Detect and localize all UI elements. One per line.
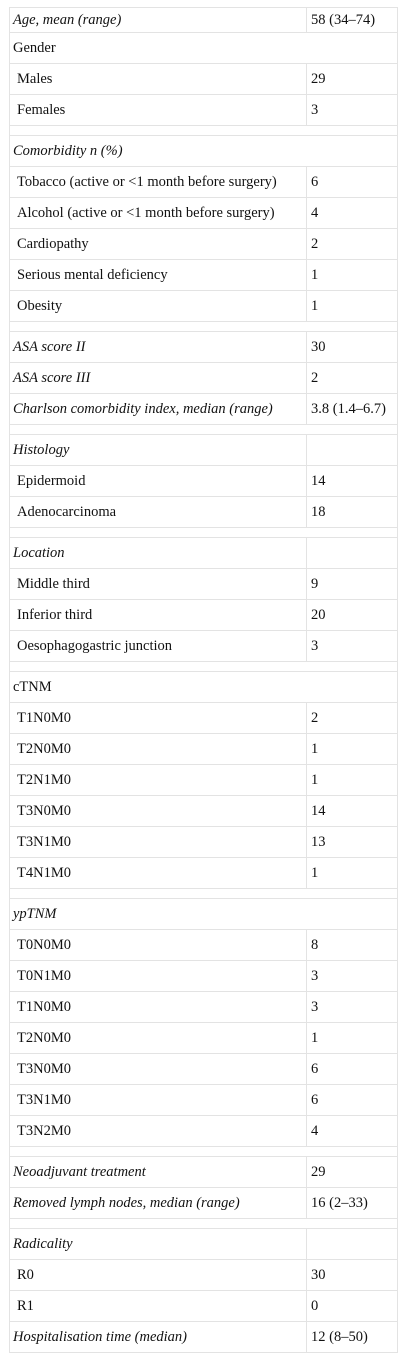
table-row [10, 95, 398, 126]
table-row [10, 538, 398, 569]
row-label: T3N1M0 [10, 827, 307, 858]
row-value [307, 538, 398, 569]
row-label: R1 [10, 1291, 307, 1322]
table-row [10, 291, 398, 322]
table-row [10, 1229, 398, 1260]
patient-characteristics-table [9, 7, 398, 1353]
spacer-cell [10, 1219, 398, 1229]
table-row [10, 64, 398, 95]
row-label: Removed lymph nodes, median (range) [10, 1188, 307, 1219]
table-row [10, 765, 398, 796]
table-row [10, 858, 398, 889]
row-value: 3 [307, 992, 398, 1023]
spacer-cell [10, 662, 398, 672]
table-row [10, 1260, 398, 1291]
row-label: Hospitalisation time (median) [10, 1322, 307, 1353]
row-value: 2 [307, 703, 398, 734]
table-row [10, 198, 398, 229]
spacer-row [10, 662, 398, 672]
row-label: Alcohol (active or <1 month before surgery) [10, 198, 307, 229]
group-header-row [10, 672, 398, 703]
row-label: Serious mental deficiency [10, 260, 307, 291]
spacer-cell [10, 425, 398, 435]
table-row [10, 363, 398, 394]
row-label: T3N0M0 [10, 796, 307, 827]
spacer-row [10, 1147, 398, 1157]
group-header-label: ypTNM [10, 899, 398, 930]
row-value [307, 435, 398, 466]
table-row [10, 497, 398, 528]
spacer-row [10, 528, 398, 538]
group-header-label: Gender [10, 33, 398, 64]
spacer-cell [10, 528, 398, 538]
row-value: 14 [307, 466, 398, 497]
spacer-cell [10, 1147, 398, 1157]
row-value: 2 [307, 229, 398, 260]
row-label: R0 [10, 1260, 307, 1291]
spacer-row [10, 126, 398, 136]
row-value: 3.8 (1.4–6.7) [307, 394, 398, 425]
row-value: 6 [307, 1054, 398, 1085]
row-label: Epidermoid [10, 466, 307, 497]
table-row [10, 1291, 398, 1322]
row-value: 4 [307, 198, 398, 229]
row-label: Females [10, 95, 307, 126]
row-label: T2N0M0 [10, 1023, 307, 1054]
table-row [10, 435, 398, 466]
row-value: 29 [307, 1157, 398, 1188]
row-label: T0N1M0 [10, 961, 307, 992]
table-row [10, 1054, 398, 1085]
row-value: 30 [307, 332, 398, 363]
row-label: T4N1M0 [10, 858, 307, 889]
row-value: 16 (2–33) [307, 1188, 398, 1219]
row-label: Cardiopathy [10, 229, 307, 260]
spacer-row [10, 889, 398, 899]
table-row [10, 961, 398, 992]
table-row [10, 8, 398, 33]
row-label: T2N1M0 [10, 765, 307, 796]
table-row [10, 796, 398, 827]
row-label: ASA score III [10, 363, 307, 394]
row-value: 1 [307, 1023, 398, 1054]
table-row [10, 1023, 398, 1054]
row-value: 18 [307, 497, 398, 528]
table-row [10, 992, 398, 1023]
table-row [10, 569, 398, 600]
group-header-row [10, 33, 398, 64]
table-row [10, 703, 398, 734]
row-value: 8 [307, 930, 398, 961]
row-value: 9 [307, 569, 398, 600]
table-row [10, 394, 398, 425]
row-value [307, 1229, 398, 1260]
row-value: 4 [307, 1116, 398, 1147]
table-row [10, 1322, 398, 1353]
row-label: Charlson comorbidity index, median (range) [10, 394, 307, 425]
table-row [10, 1085, 398, 1116]
spacer-row [10, 425, 398, 435]
row-label: T3N1M0 [10, 1085, 307, 1116]
spacer-cell [10, 126, 398, 136]
table-row [10, 1188, 398, 1219]
group-header-label: cTNM [10, 672, 398, 703]
table-row [10, 332, 398, 363]
row-label: Middle third [10, 569, 307, 600]
row-label: Obesity [10, 291, 307, 322]
row-value: 20 [307, 600, 398, 631]
row-label: T0N0M0 [10, 930, 307, 961]
row-value: 6 [307, 1085, 398, 1116]
table-row [10, 229, 398, 260]
table-row [10, 260, 398, 291]
spacer-cell [10, 889, 398, 899]
spacer-row [10, 1219, 398, 1229]
table-row [10, 734, 398, 765]
row-value: 0 [307, 1291, 398, 1322]
row-label: T1N0M0 [10, 703, 307, 734]
row-label: Tobacco (active or <1 month before surgery) [10, 167, 307, 198]
row-value: 6 [307, 167, 398, 198]
row-value: 13 [307, 827, 398, 858]
table-row [10, 827, 398, 858]
row-value: 12 (8–50) [307, 1322, 398, 1353]
row-label: Location [10, 538, 307, 569]
table-row [10, 930, 398, 961]
row-value: 14 [307, 796, 398, 827]
row-label: Age, mean (range) [10, 8, 307, 33]
row-value: 1 [307, 858, 398, 889]
row-label: Males [10, 64, 307, 95]
row-value: 3 [307, 631, 398, 662]
table-row [10, 466, 398, 497]
row-label: Neoadjuvant treatment [10, 1157, 307, 1188]
table-row [10, 1116, 398, 1147]
row-value: 58 (34–74) [307, 8, 398, 33]
row-value: 30 [307, 1260, 398, 1291]
group-header-label: Comorbidity n (%) [10, 136, 398, 167]
row-label: T1N0M0 [10, 992, 307, 1023]
row-label: Inferior third [10, 600, 307, 631]
table-body [10, 8, 398, 1353]
row-label: Histology [10, 435, 307, 466]
row-label: T2N0M0 [10, 734, 307, 765]
row-value: 3 [307, 95, 398, 126]
table-row [10, 1157, 398, 1188]
row-value: 29 [307, 64, 398, 95]
spacer-row [10, 322, 398, 332]
row-label: Adenocarcinoma [10, 497, 307, 528]
table-row [10, 631, 398, 662]
row-value: 3 [307, 961, 398, 992]
table-row [10, 600, 398, 631]
group-header-row [10, 136, 398, 167]
row-value: 1 [307, 291, 398, 322]
row-label: Radicality [10, 1229, 307, 1260]
row-value: 1 [307, 734, 398, 765]
row-value: 1 [307, 260, 398, 291]
group-header-row [10, 899, 398, 930]
row-label: T3N2M0 [10, 1116, 307, 1147]
row-value: 2 [307, 363, 398, 394]
row-value: 1 [307, 765, 398, 796]
row-label: ASA score II [10, 332, 307, 363]
row-label: Oesophagogastric junction [10, 631, 307, 662]
spacer-cell [10, 322, 398, 332]
row-label: T3N0M0 [10, 1054, 307, 1085]
table-row [10, 167, 398, 198]
